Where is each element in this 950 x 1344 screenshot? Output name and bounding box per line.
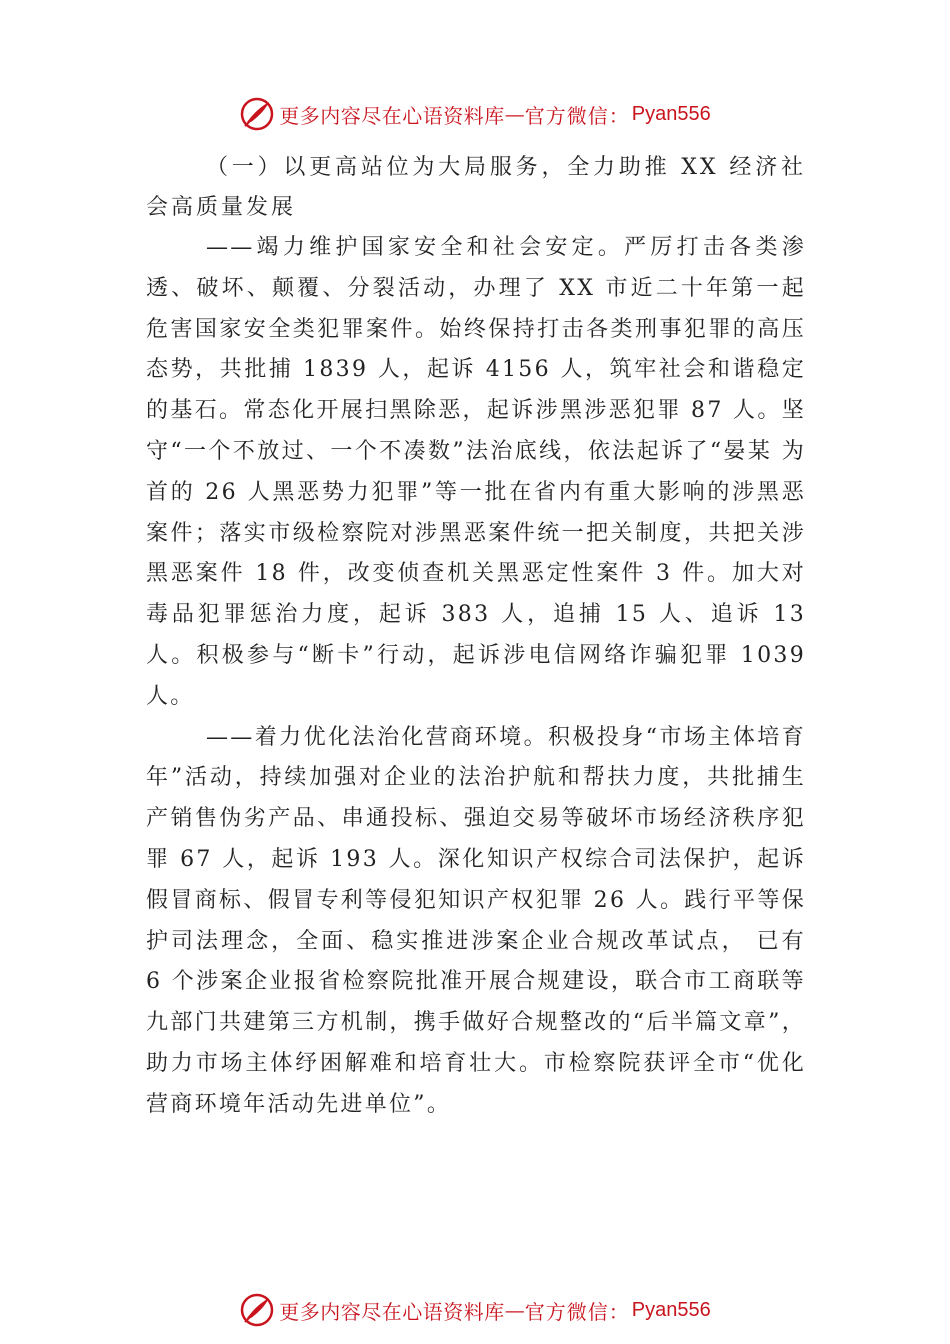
watermark-id: Pyan556: [631, 1298, 711, 1321]
watermark-label: 官方微信：: [524, 103, 630, 128]
watermark-id: Pyan556: [631, 102, 711, 125]
quill-logo-icon: [239, 96, 275, 132]
section-heading: （一）以更高站位为大局服务，全力助推 XX 经济社会高质量发展: [146, 155, 806, 220]
watermark-separator: —: [504, 102, 525, 126]
quill-logo-icon: [239, 1292, 275, 1328]
paragraph-national-security: ——竭力维护国家安全和社会安定。严厉打击各类渗透、破坏、颠覆、分裂活动，办理了 XX 市近二十年第一起危害国家安全类犯罪案件。始终保持打击各类刑事犯罪的高压态势，共批捕 1839 人，起诉 4156 人，筑牢社会和谐稳定的基石。常态化开展扫黑除恶，起诉涉黑涉恶犯罪 87 人。坚守“一个不放过、一个不凑数”法治底线，依法起诉了“晏某 为首的 26 人黑恶势力犯罪”等一批在省内有重大影响的涉黑恶案件；落实市级检察院对涉黑恶案件统一把关制度，共把关涉黑恶案件 18 件，改变侦查机关黑恶定性案件 3 件。加大对毒品犯罪惩治力度，起诉 383 人，追捕 15 人、追诉 13 人。积极参与“断卡”行动，起诉涉电信网络诈骗犯罪 1039 人。: [146, 235, 806, 709]
watermark-header: [0, 94, 950, 134]
paragraph-business-environment: ——着力优化法治化营商环境。积极投身“市场主体培育年”活动，持续加强对企业的法治护航和帮扶力度，共批捕生产销售伪劣产品、串通投标、强迫交易等破坏市场经济秩序犯罪 67 人，起诉 193 人。深化知识产权综合司法保护，起诉假冒商标、假冒专利等侵犯知识产权犯罪 26 人。践行平等保护司法理念，全面、稳实推进涉案企业合规改革试点， 已有 6 个涉案企业报省检察院批准开展合规建设，联合市工商联等九部门共建第三方机制，携手做好合规整改的“后半篇文章”，助力市场主体纾困解难和培育壮大。市检察院获评全市“优化营商环境年活动先进单位”。: [146, 724, 806, 1117]
watermark-separator: —: [504, 1298, 525, 1322]
document-body: [146, 148, 806, 1126]
watermark-footer: [0, 1290, 950, 1330]
watermark-label: 官方微信：: [524, 1299, 630, 1324]
watermark-text: 更多内容尽在心语资料库: [279, 1299, 505, 1324]
watermark-text: 更多内容尽在心语资料库: [279, 103, 505, 128]
